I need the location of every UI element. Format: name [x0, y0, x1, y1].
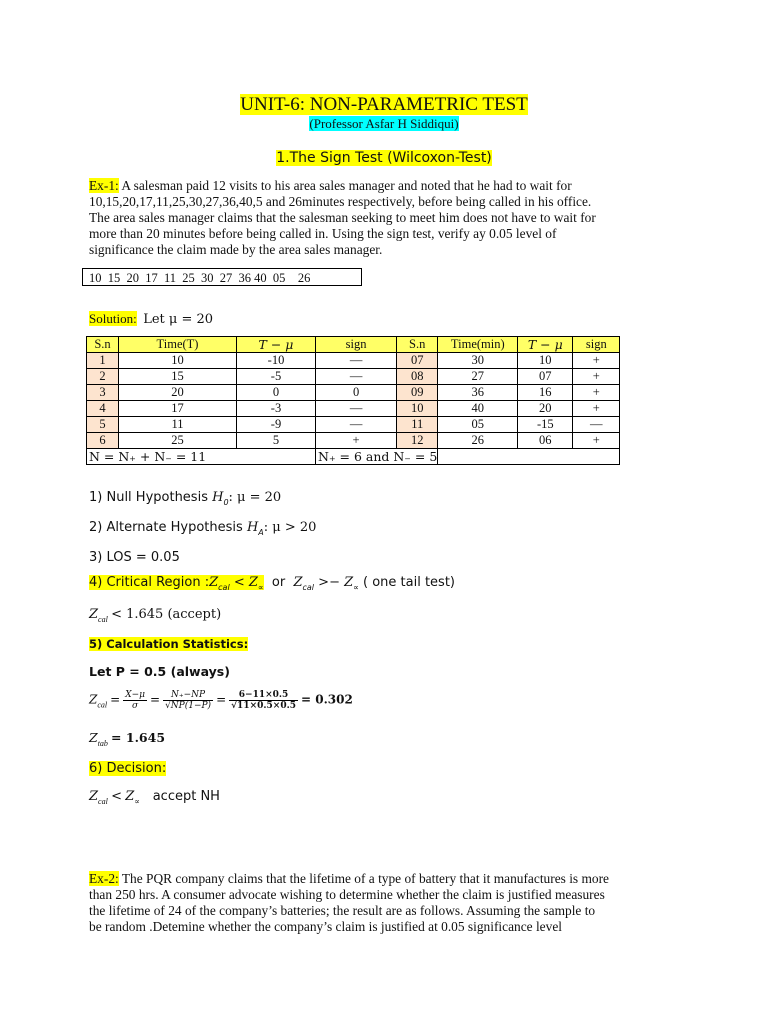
table-cell: 10 — [119, 353, 237, 369]
table-cell: -10 — [237, 353, 316, 369]
critical-label: 4) Critical Region : — [89, 575, 210, 590]
decision-line: $Z_{cal} < Z_\propto$ accept NH — [89, 789, 220, 806]
ex1-line-4: more than 20 minutes before being called in. Using the sign test, verify ay 0.05 level of — [89, 226, 557, 241]
header-cell: Time(T) — [119, 337, 237, 353]
table-cell: 5 — [237, 433, 316, 449]
table-cell: -3 — [237, 401, 316, 417]
table-row — [87, 369, 620, 385]
ztab: $Z_{tab} = 1.645$ — [89, 730, 166, 748]
table-cell: + — [573, 353, 620, 369]
table-cell: 10 — [518, 353, 573, 369]
table-cell: 26 — [438, 433, 518, 449]
sign-table — [86, 336, 620, 465]
header-cell: sign — [573, 337, 620, 353]
header-cell: S.n — [87, 337, 119, 353]
table-cell: — — [316, 353, 397, 369]
table-cell: — — [573, 417, 620, 433]
table-cell: 05 — [438, 417, 518, 433]
table-cell: 5 — [87, 417, 119, 433]
table-cell: 11 — [397, 417, 438, 433]
footer-empty — [438, 449, 620, 465]
table-row — [87, 433, 620, 449]
decision-heading: 6) Decision: — [89, 761, 167, 776]
table-cell: 20 — [119, 385, 237, 401]
table-cell: — — [316, 369, 397, 385]
footer-counts: N₊ = 6 and N₋ = 5 — [316, 449, 438, 465]
ex2-line-4: be random .Detemine whether the company’s claim is justified at 0.05 significance level — [89, 919, 562, 934]
ex2-line-2: than 250 hrs. A consumer advocate wishing to determine whether the claim is justified measures — [89, 887, 605, 902]
table-cell: 6 — [87, 433, 119, 449]
table-cell: 16 — [518, 385, 573, 401]
table-cell: 0 — [237, 385, 316, 401]
table-cell: + — [316, 433, 397, 449]
author-line — [0, 116, 768, 132]
header-cell: T − μ — [237, 337, 316, 353]
ex1-line-1: Ex-1: A salesman paid 12 visits to his area sales manager and noted that he had to wait for — [89, 178, 572, 193]
table-cell: -9 — [237, 417, 316, 433]
ex1-data-box: 10 15 20 17 11 25 30 27 36 40 05 26 — [82, 268, 362, 286]
table-cell: 12 — [397, 433, 438, 449]
table-cell: + — [573, 369, 620, 385]
table-cell: 4 — [87, 401, 119, 417]
solution-label: Solution: — [89, 311, 137, 326]
table-cell: 08 — [397, 369, 438, 385]
table-cell: 17 — [119, 401, 237, 417]
ex1-line-2: 10,15,20,17,11,25,30,27,36,40,5 and 26minutes respectively, before being called in his office. — [89, 194, 592, 209]
table-cell: 11 — [119, 417, 237, 433]
table-cell: 15 — [119, 369, 237, 385]
table-cell: 25 — [119, 433, 237, 449]
table-cell: 27 — [438, 369, 518, 385]
table-cell: 0 — [316, 385, 397, 401]
table-cell: -15 — [518, 417, 573, 433]
solution-let: Let μ = 20 — [143, 312, 214, 327]
ex1-line-5: significance the claim made by the area sales manager. — [89, 242, 383, 257]
table-header-row — [87, 337, 620, 353]
table-row — [87, 401, 620, 417]
ex2-label: Ex-2: — [89, 871, 119, 886]
ex1-label: Ex-1: — [89, 178, 119, 193]
critical-region: 4) Critical Region $:Z_{cal} < Z_\propto$ or $Z_{cal} >- Z_\propto$ ( one tail test) — [89, 575, 455, 592]
solution-line — [89, 311, 213, 327]
table-cell: — — [316, 417, 397, 433]
table-cell: 2 — [87, 369, 119, 385]
table-cell: 40 — [438, 401, 518, 417]
table-cell: + — [573, 385, 620, 401]
table-cell: 09 — [397, 385, 438, 401]
table-cell: 3 — [87, 385, 119, 401]
table-cell: — — [316, 401, 397, 417]
table-row — [87, 385, 620, 401]
section-title-text: 1.The Sign Test (Wilcoxon-Test) — [276, 150, 492, 166]
zcal-accept: $Z_{cal} < 1.645$ (accept) — [89, 607, 222, 624]
table-cell: + — [573, 433, 620, 449]
table-cell: 20 — [518, 401, 573, 417]
table-cell: 36 — [438, 385, 518, 401]
calc-statistics: 5) Calculation Statistics: — [89, 637, 249, 651]
table-row — [87, 353, 620, 369]
author-name: (Professor Asfar H Siddiqui) — [309, 116, 459, 131]
header-cell: S.n — [397, 337, 438, 353]
header-cell: T − μ — [518, 337, 573, 353]
header-cell: sign — [316, 337, 397, 353]
table-footer-row — [87, 449, 620, 465]
table-cell: 10 — [397, 401, 438, 417]
ex2-line-3: the lifetime of 24 of the company’s batteries; the result are as follows. Assuming the sample to — [89, 903, 596, 918]
table-cell: + — [573, 401, 620, 417]
zcal-formula: $Z_{cal}$ = $\frac{X-\mu}{\sigma}$ = $\frac{N_+-NP}{√NP(1-P)}$ = $\frac{6-11\times 0.5}{√11\times 0.5\times 0.5}$ = 0.302 — [89, 690, 353, 711]
ex1-paragraph — [89, 178, 679, 258]
critical-rest: ( one tail test) — [363, 575, 455, 590]
table-cell: 07 — [397, 353, 438, 369]
table-cell: 07 — [518, 369, 573, 385]
los: 3) LOS = 0.05 — [89, 550, 180, 565]
table-cell: 06 — [518, 433, 573, 449]
ex2-paragraph — [89, 871, 679, 935]
alternate-hypothesis: 2) Alternate Hypothesis $H_A$: μ > 20 — [89, 520, 317, 537]
table-row — [87, 417, 620, 433]
table-cell: 30 — [438, 353, 518, 369]
let-p: Let P = 0.5 (always) — [89, 664, 230, 679]
ex2-line-1: Ex-2: The PQR company claims that the lifetime of a type of battery that it manufactures is more — [89, 871, 609, 886]
null-hypothesis: 1) Null Hypothesis $H_0$: μ = 20 — [89, 490, 282, 507]
footer-total: N = N₊ + N₋ = 11 — [87, 449, 316, 465]
table-cell: 1 — [87, 353, 119, 369]
page-title — [0, 94, 768, 116]
unit-title: UNIT-6: NON-PARAMETRIC TEST — [240, 94, 528, 115]
section-title — [0, 150, 768, 166]
ex1-line-3: The area sales manager claims that the salesman seeking to meet him does not have to wait for — [89, 210, 596, 225]
table-cell: -5 — [237, 369, 316, 385]
header-cell: Time(min) — [438, 337, 518, 353]
